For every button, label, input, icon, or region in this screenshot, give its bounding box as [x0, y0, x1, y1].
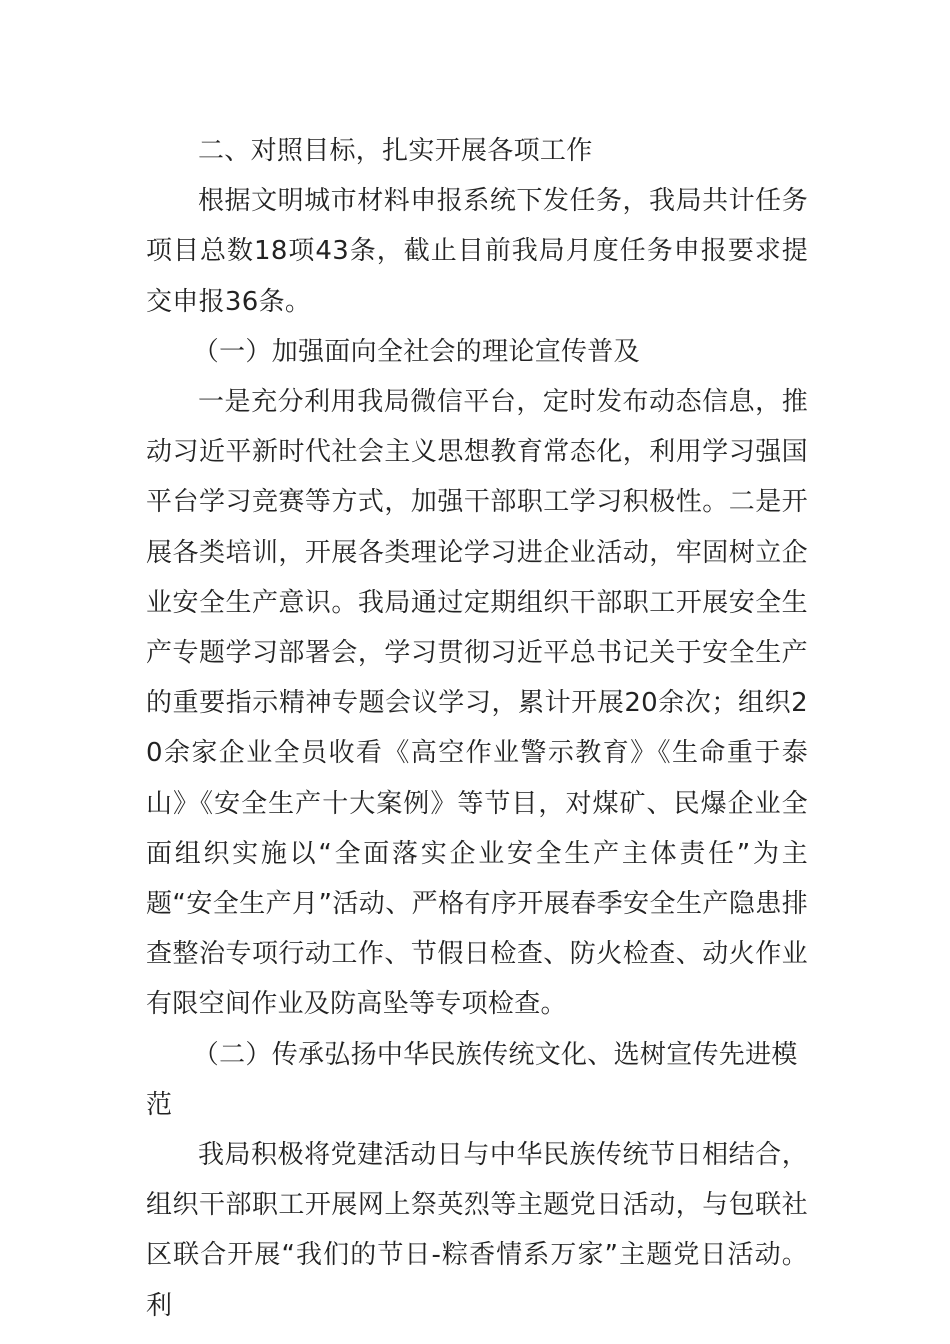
subsection-1-paragraph: 一是充分利用我局微信平台，定时发布动态信息，推动习近平新时代社会主义思想教育常态化，利用学习强国平台学习竞赛等方式，加强干部职工学习积极性。二是开展各类培训，开展各类理论学习进企业活动，牢固树立企业安全生产意识。我局通过定期组织干部职工开展安全生产专题学习部署会，学习贯彻习近平总书记关于安全生产的重要指示精神专题会议学习，累计开展20余次；组织20余家企业全员收看《高空作业警示教育》《生命重于泰山》《安全生产十大案例》等节目，对煤矿、民爆企业全面组织实施以“全面落实企业安全生产主体责任”为主题“安全生产月”活动、严格有序开展春季安全生产隐患排查整治专项行动工作、节假日检查、防火检查、动火作业有限空间作业及防高坠等专项检查。: [146, 387, 808, 1020]
document-body: [146, 126, 808, 1331]
section-heading: 二、对照目标，扎实开展各项工作: [198, 136, 593, 166]
subsection-2-heading: （二）传承弘扬中华民族传统文化、选树宣传先进模范: [146, 1039, 798, 1120]
subsection-2-paragraph: 我局积极将党建活动日与中华民族传统节日相结合，组织干部职工开展网上祭英烈等主题党日活动，与包联社区联合开展“我们的节日-粽香情系万家”主题党日活动。利: [146, 1140, 808, 1321]
subsection-1-heading: （一）加强面向全社会的理论宣传普及: [192, 336, 640, 367]
intro-paragraph: 根据文明城市材料申报系统下发任务，我局共计任务项目总数18项43条，截止目前我局月度任务申报要求提交申报36条。: [146, 186, 808, 317]
